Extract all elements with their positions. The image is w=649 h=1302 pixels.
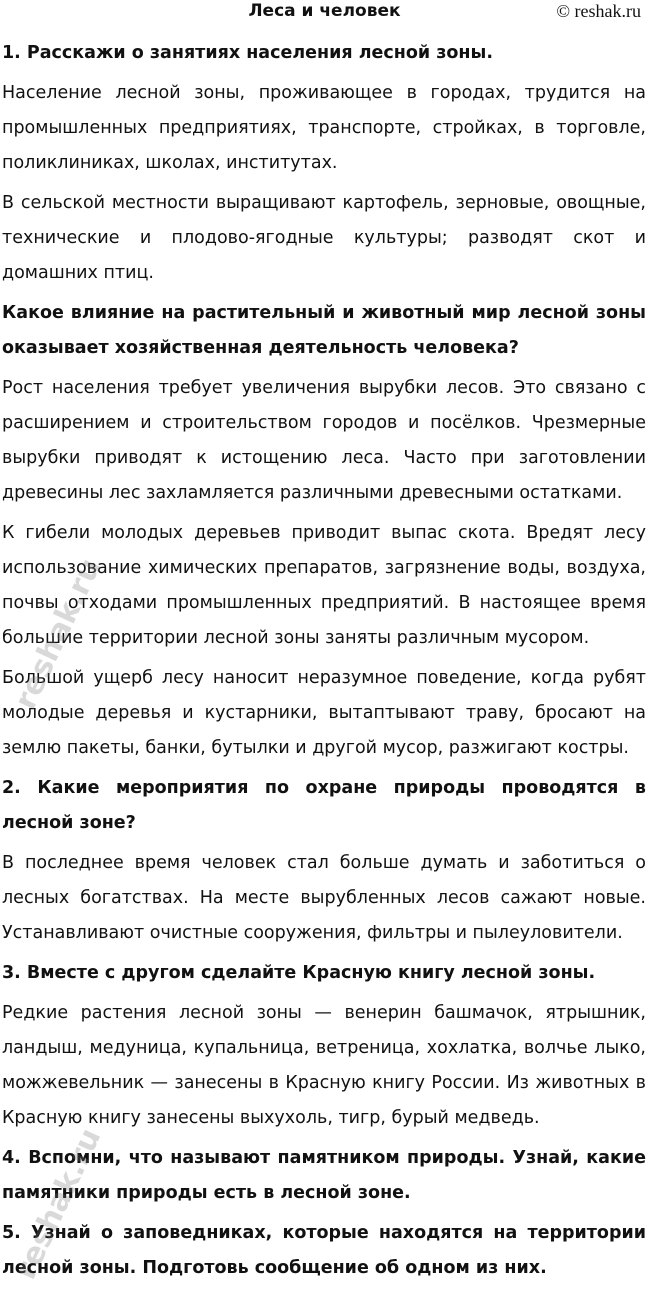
question-1: 1. Расскажи о занятиях населения лесной зоны. bbox=[2, 43, 493, 63]
answer-3: Редкие растения лесной зоны — венерин башмачок, ятрышник, ландыш, медуница, купальница, ветреница, хохлатка, волчье лыко, можжевельник — занесены в Красную книгу России. Из животных в Красную книгу занесены выхухоль, тигр, бурый медведь. bbox=[2, 1003, 646, 1128]
answer-1-paragraph-2: В сельской местности выращивают картофель, зерновые, овощные, технические и плодово-ягодные культуры; разводят скот и домашних птиц. bbox=[2, 193, 646, 283]
answer-1b-paragraph-2: К гибели молодых деревьев приводит выпас скота. Вредят лесу использование химических препаратов, загрязнение воды, воздуха, почвы отходами промышленных предприятий. В настоящее время большие территории лесной зоны заняты различным мусором. bbox=[2, 523, 646, 648]
page-title: Леса и человек bbox=[248, 1, 401, 21]
watermark-lower: reshak.ru bbox=[8, 1123, 109, 1285]
question-5: 5. Узнай о заповедниках, которые находятся на территории лесной зоны. Подготовь сообщение об одном из них. bbox=[2, 1223, 646, 1278]
question-2: 2. Какие мероприятия по охране природы проводятся в лесной зоне? bbox=[2, 778, 646, 833]
answer-1b-paragraph-1: Рост населения требует увеличения вырубки лесов. Это связано с расширением и строительством городов и посёлков. Чрезмерные вырубки приводят к истощению леса. Часто при заготовлении древесины лес захламляется различными древесными остатками. bbox=[2, 378, 646, 503]
answer-1b-paragraph-3: Большой ущерб лесу наносит неразумное поведение, когда рубят молодые деревья и кустарники, вытаптывают траву, бросают на землю пакеты, банки, бутылки и другой мусор, разжигают костры. bbox=[2, 668, 646, 758]
question-4: 4. Вспомни, что называют памятником природы. Узнай, какие памятники природы есть в лесной зоне. bbox=[2, 1148, 646, 1203]
answer-2: В последнее время человек стал больше думать и заботиться о лесных богатствах. На месте вырубленных лесов сажают новые. Устанавливают очистные сооружения, фильтры и пылеуловители. bbox=[2, 853, 646, 943]
watermark-upper: reshak.ru bbox=[8, 553, 109, 715]
document-body bbox=[2, 36, 646, 1286]
question-3: 3. Вместе с другом сделайте Красную книгу лесной зоны. bbox=[2, 963, 596, 983]
page-header bbox=[0, 0, 649, 26]
question-1b: Какое влияние на растительный и животный мир лесной зоны оказывает хозяйственная деятельность человека? bbox=[2, 303, 646, 358]
answer-1-paragraph-1: Население лесной зоны, проживающее в городах, трудится на промышленных предприятиях, транспорте, стройках, в торговле, поликлиниках, школах, институтах. bbox=[2, 83, 646, 173]
site-credit[interactable]: © reshak.ru bbox=[556, 1, 641, 21]
